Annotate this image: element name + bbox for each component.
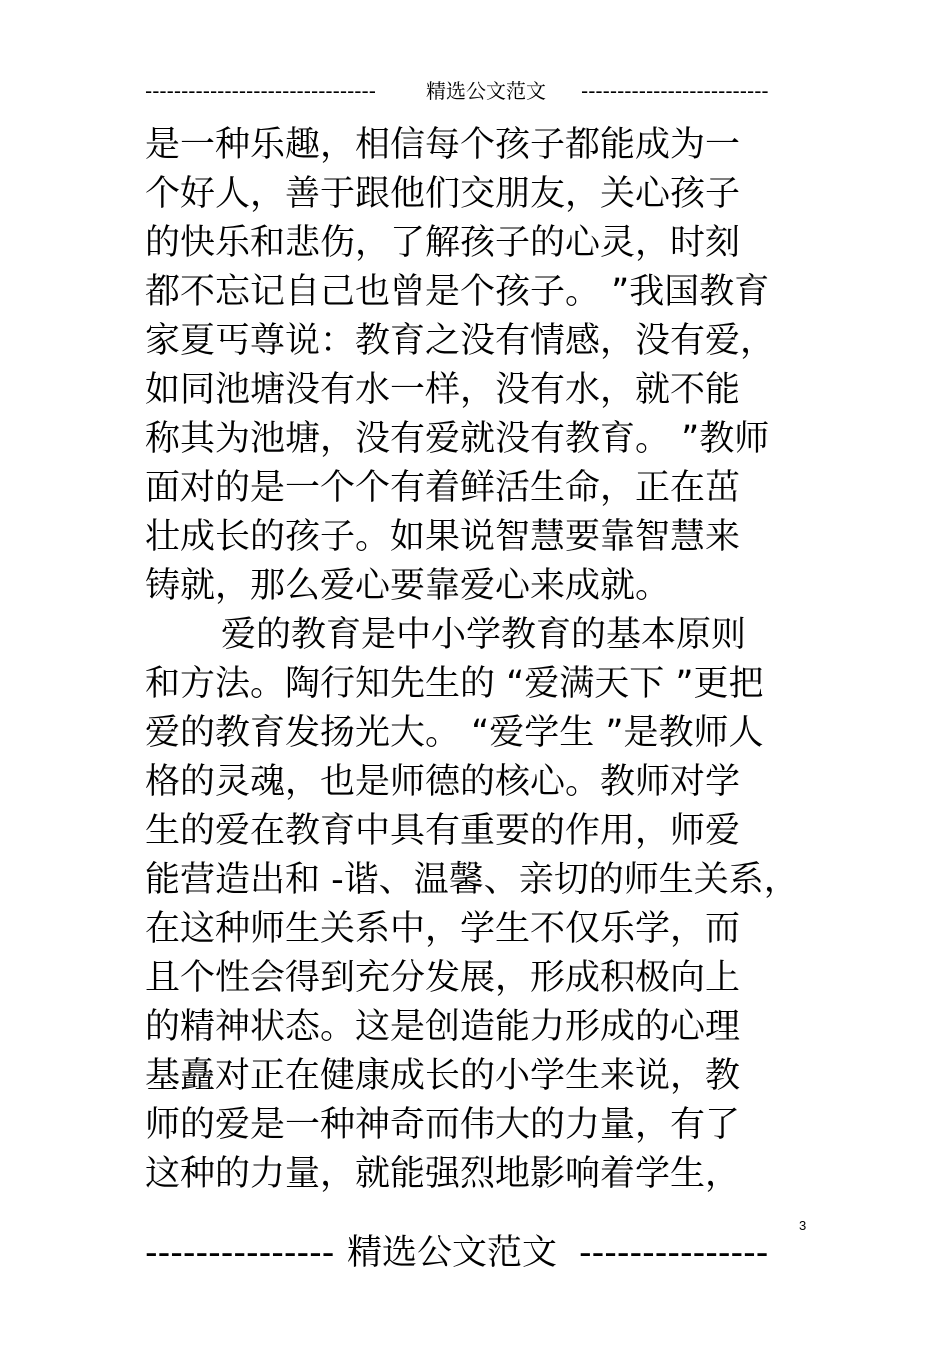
footer-dashes-right: --------------- [579,1233,769,1273]
body-line: 铸就，那么爱心要靠爱心来成就。 [145,566,671,606]
footer-dashes-left: --------------- [145,1233,335,1273]
body-line: 能营造出和 -谐、温馨、亲切的师生关系， [145,860,799,900]
footer-title: 精选公文范文 [347,1233,558,1273]
body-line: 称其为池塘，没有爱就没有教育。 ”教师 [145,419,770,459]
header-dashes-left: -------------------------------- [145,79,376,103]
body-line: 和方法。陶行知先生的 “爱满天下 ”更把 [145,664,764,704]
page-footer [0,1228,950,1278]
body-line: 这种的力量，就能强烈地影响着学生， [145,1154,741,1194]
body-line: 基矗对正在健康成长的小学生来说，教 [145,1056,741,1096]
body-line: 个好人，善于跟他们交朋友，关心孩子 [145,174,741,214]
body-line: 面对的是一个个有着鲜活生命，正在茁 [145,468,741,508]
body-line: 如同池塘没有水一样，没有水，就不能 [145,370,741,410]
body-line: 家夏丐尊说：教育之没有情感，没有爱， [145,321,776,361]
page-number: 3 [799,1218,807,1233]
body-line: 的精神状态。这是创造能力形成的心理 [145,1007,741,1047]
body-line: 都不忘记自己也曾是个孩子。 ”我国教育 [145,272,770,312]
body-line: 且个性会得到充分发展，形成积极向上 [145,958,741,998]
body-line: 在这种师生关系中，学生不仅乐学，而 [145,909,741,949]
header-title: 精选公文范文 [426,79,546,103]
body-line: 的快乐和悲伤，了解孩子的心灵，时刻 [145,223,741,263]
body-line: 爱的教育发扬光大。 “爱学生 ”是教师人 [145,713,764,753]
paragraph-start-line: 爱的教育是中小学教育的基本原则 [221,615,747,655]
body-line: 格的灵魂，也是师德的核心。教师对学 [145,762,741,802]
body-line: 生的爱在教育中具有重要的作用，师爱 [145,811,741,851]
body-line: 是一种乐趣，相信每个孩子都能成为一 [145,125,741,165]
header-dashes-right: -------------------------- [581,79,769,103]
page-header [0,76,950,106]
body-line: 壮成长的孩子。如果说智慧要靠智慧来 [145,517,741,557]
body-line: 师的爱是一种神奇而伟大的力量，有了 [145,1105,741,1145]
document-body [145,121,825,1199]
